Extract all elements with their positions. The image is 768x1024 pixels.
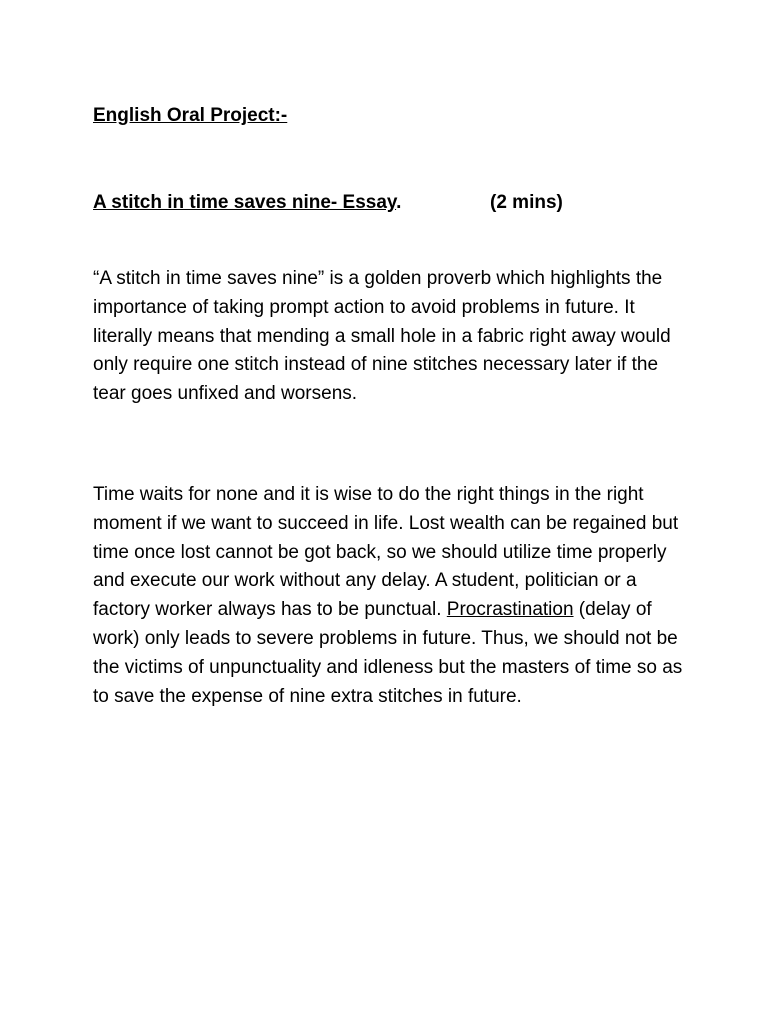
essay-duration: (2 mins) xyxy=(490,192,563,213)
paragraph-2-part-2: (delay of work) only leads to severe problems in future. Thus, we should not be the victims of unpunctuality and idleness but the masters of time so as to save the expense of nine extra stitches in future. xyxy=(93,599,683,707)
heading-text: English Oral Project:- xyxy=(93,105,288,126)
essay-title-punct: . xyxy=(396,192,402,213)
paragraph-2 xyxy=(93,481,693,711)
essay-title: A stitch in time saves nine- Essay xyxy=(93,192,397,213)
document-heading xyxy=(93,104,287,128)
paragraph-2-part-1: Time waits for none and it is wise to do the right things in the right moment if we want to succeed in life. Lost wealth can be regained but time once lost cannot be got back, so we should utilize time properly and execute our work without any delay. A student, politician or a factory worker always has to be punctual. xyxy=(93,484,679,621)
paragraph-2-emphasis: Procrastination xyxy=(446,599,574,621)
paragraph-1: “A stitch in time saves nine” is a golden proverb which highlights the importance of taking prompt action to avoid problems in future. It literally means that mending a small hole in a fabric right away would only require one stitch instead of nine stitches necessary later if the tear goes unfixed and worsens. xyxy=(93,268,671,405)
essay-title-line xyxy=(93,191,693,215)
